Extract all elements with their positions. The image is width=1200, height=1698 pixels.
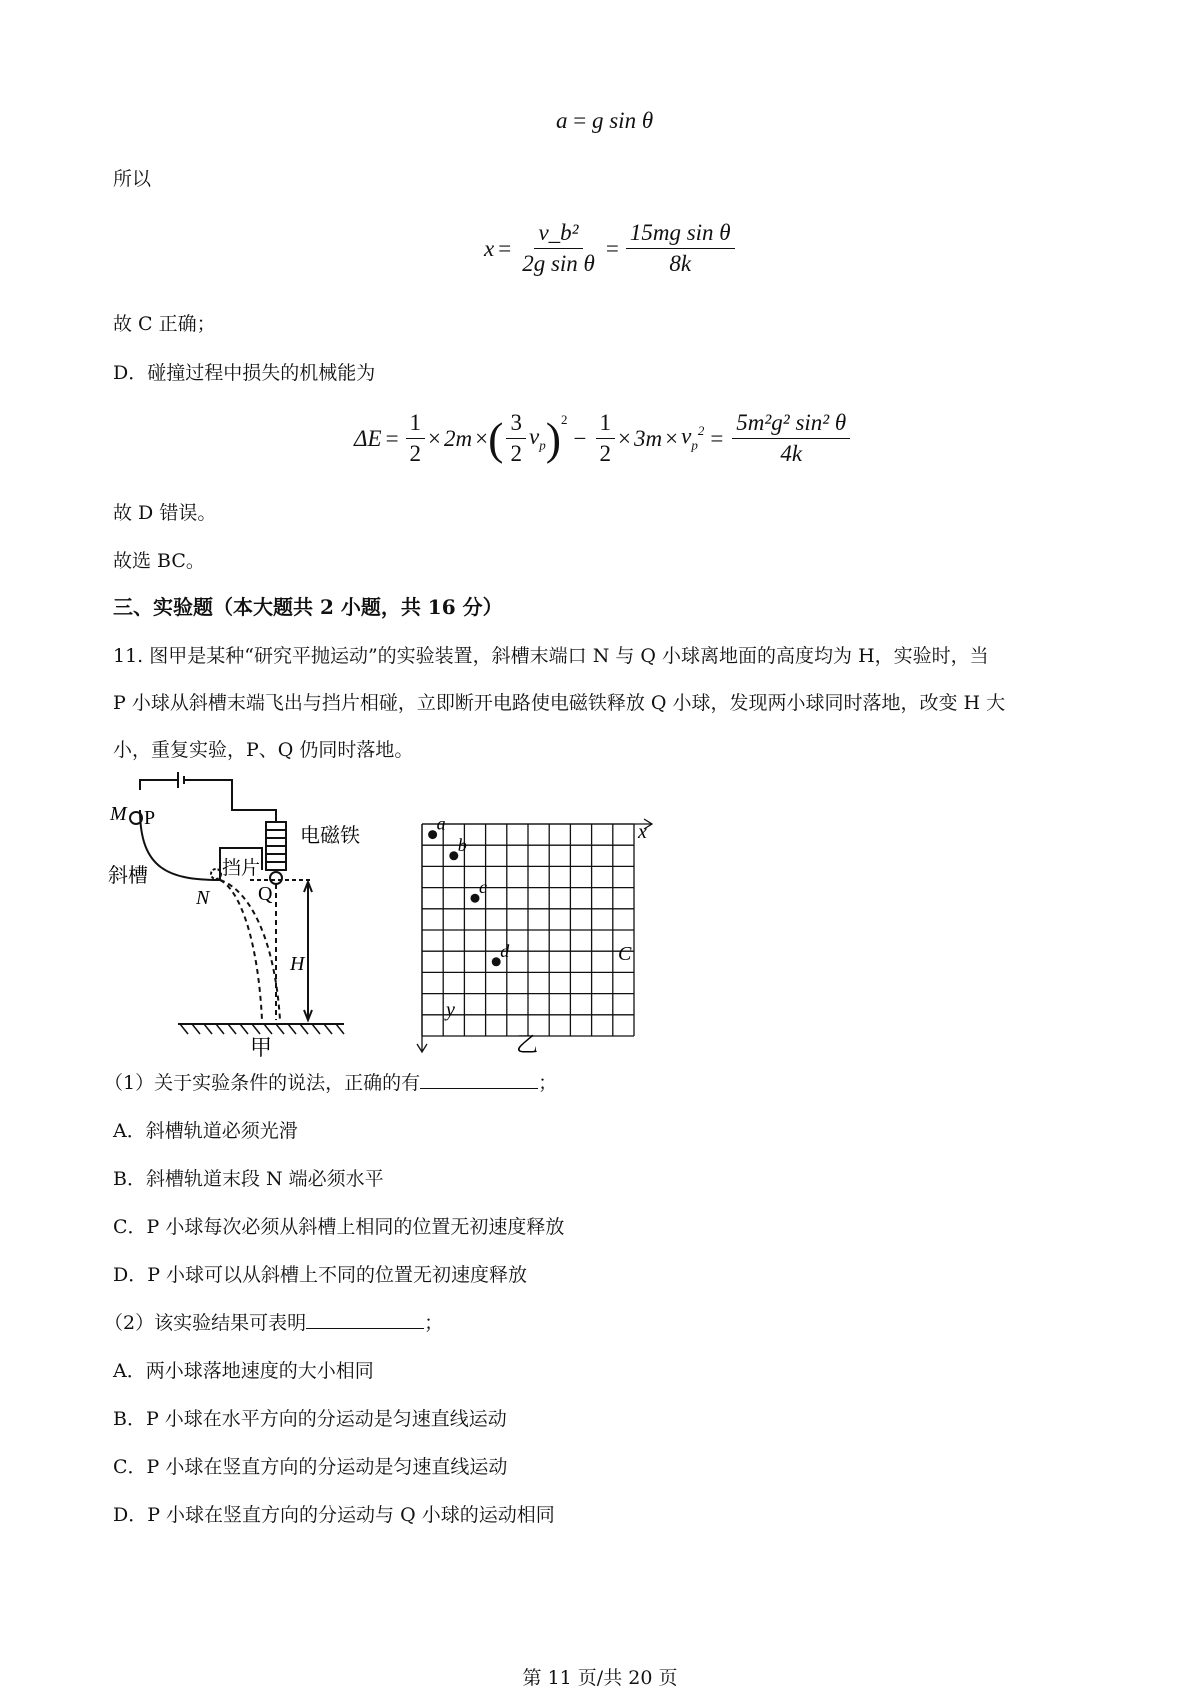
label-y: y bbox=[446, 999, 455, 1021]
fraction-2-num: 15mg sin θ bbox=[626, 220, 735, 249]
text-d-intro: D．碰撞过程中损失的机械能为 bbox=[113, 362, 376, 384]
label-magnet: 电磁铁 bbox=[300, 825, 360, 847]
fraction-2 bbox=[626, 220, 735, 277]
formula-eq: = bbox=[573, 108, 587, 133]
grid-point-label-b: b bbox=[457, 834, 467, 855]
text-c-correct: 故 C 正确； bbox=[113, 313, 216, 335]
sub2-option-a: A．两小球落地速度的大小相同 bbox=[113, 1360, 374, 1382]
grid-point-label-a: a bbox=[436, 818, 446, 834]
label-n: N bbox=[196, 887, 210, 909]
sub2-option-b: B．P 小球在水平方向的分运动是匀速直线运动 bbox=[113, 1408, 507, 1430]
formula-3-term2: 3m bbox=[633, 425, 663, 451]
sub1-option-b: B．斜槽轨道末段 N 端必须水平 bbox=[113, 1168, 384, 1190]
label-m: M bbox=[110, 803, 127, 825]
sub1-end: ； bbox=[538, 1072, 558, 1094]
sub2-stem bbox=[104, 1310, 443, 1336]
sub2-stem-text: （2）该实验结果可表明 bbox=[104, 1312, 307, 1334]
sub2-end: ； bbox=[424, 1312, 444, 1334]
text-suoyi: 所以 bbox=[113, 168, 152, 190]
sub1-option-c: C．P 小球每次必须从斜槽上相同的位置无初速度释放 bbox=[113, 1216, 565, 1238]
formula-lhs: a bbox=[556, 108, 568, 133]
formula-x: x bbox=[484, 235, 495, 261]
sub1-option-a: A．斜槽轨道必须光滑 bbox=[113, 1120, 298, 1142]
formula-displacement: x = $\frac{\text{v\_b²}}{\text{2g sin θ}}$ = $\frac{\text{15mg sin θ}}{8k}$ bbox=[484, 220, 738, 277]
sub1-option-d: D．P 小球可以从斜槽上不同的位置无初速度释放 bbox=[113, 1264, 528, 1286]
formula-3-lhs: ΔE bbox=[354, 425, 382, 451]
grid-point-label-c: c bbox=[479, 877, 487, 898]
label-x: x bbox=[638, 821, 647, 843]
grid-point-label-d: d bbox=[500, 940, 510, 961]
caption-yi: 乙 bbox=[516, 1032, 539, 1057]
fraction-1-den: 2g sin θ bbox=[522, 251, 595, 276]
fraction-1-num: v_b² bbox=[534, 220, 582, 249]
q11-line1: 11. 图甲是某种“研究平抛运动”的实验装置，斜槽末端口 N 与 Q 小球离地面的高度均为 H，实验时，当 bbox=[113, 645, 989, 667]
text-choose: 故选 BC。 bbox=[113, 550, 205, 572]
page-footer: 第 11 页/共 20 页 bbox=[522, 1667, 678, 1689]
label-chute: 斜槽 bbox=[108, 865, 148, 887]
formula-3-num: 5m²g² sin² θ bbox=[732, 410, 850, 439]
label-q: Q bbox=[258, 883, 273, 905]
q11-line3: 小，重复实验，P、Q 仍同时落地。 bbox=[113, 739, 414, 761]
sub2-option-c: C．P 小球在竖直方向的分运动是匀速直线运动 bbox=[113, 1456, 508, 1478]
fraction-2-den: 8k bbox=[669, 251, 692, 276]
text-d-wrong: 故 D 错误。 bbox=[113, 502, 217, 524]
figure-yi bbox=[416, 818, 666, 1058]
label-baffle: 挡片 bbox=[222, 858, 261, 879]
formula-3-den: 4k bbox=[780, 441, 803, 466]
sub1-blank[interactable] bbox=[420, 1070, 538, 1089]
sub2-option-d: D．P 小球在竖直方向的分运动与 Q 小球的运动相同 bbox=[113, 1504, 555, 1526]
formula-rhs: g sin θ bbox=[591, 108, 654, 133]
sub1-stem-text: （1）关于实验条件的说法，正确的有 bbox=[104, 1072, 421, 1094]
label-p: P bbox=[144, 807, 156, 829]
sub1-stem bbox=[104, 1070, 557, 1096]
formula-3-term1: 2m bbox=[444, 425, 473, 451]
label-h: H bbox=[290, 953, 305, 975]
formula-energy-loss: ΔE = $\frac{1}{2}$ × 2m × ( $\frac{3}{2}$ $v_p$ ) $^2$ − $\frac{1}{2}$ × 3m × $v_p^2$ = $\frac{\text{5m²g² sin² θ}}{4k}$ bbox=[354, 410, 853, 467]
label-c: C bbox=[618, 943, 632, 965]
caption-jia: 甲 bbox=[250, 1035, 273, 1060]
section-title: 三、实验题（本大题共 2 小题，共 16 分） bbox=[113, 595, 503, 619]
sub2-blank[interactable] bbox=[306, 1310, 424, 1329]
formula-acceleration bbox=[556, 108, 653, 134]
figure-jia bbox=[100, 770, 400, 1060]
fraction-1 bbox=[518, 220, 599, 277]
q11-line2: P 小球从斜槽末端飞出与挡片相碰，立即断开电路使电磁铁释放 Q 小球，发现两小球同时落地，改变 H 大 bbox=[113, 692, 1006, 714]
